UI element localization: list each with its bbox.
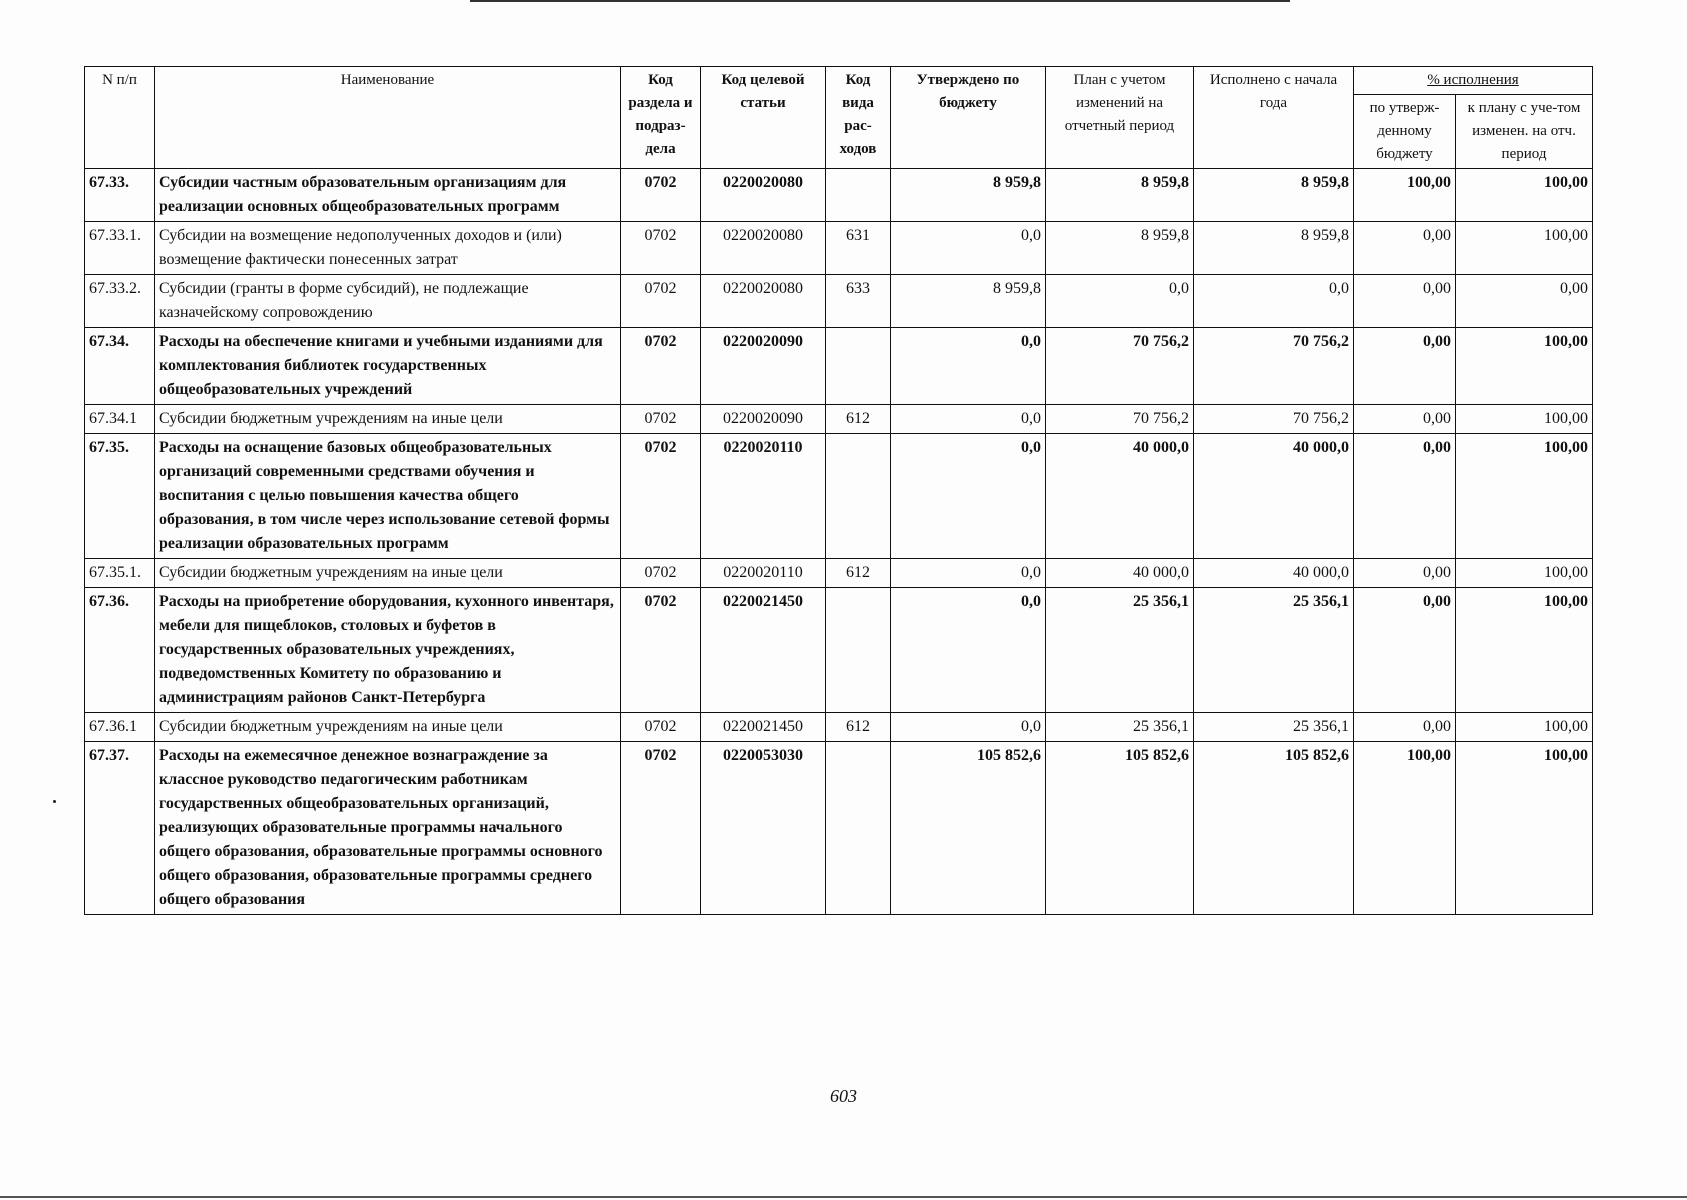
row-plan: 0,0 — [1046, 275, 1194, 328]
row-executed: 40 000,0 — [1194, 559, 1354, 588]
row-pct-plan: 100,00 — [1456, 559, 1593, 588]
col-header-pct-group: % исполнения — [1354, 67, 1593, 95]
row-name: Расходы на обеспечение книгами и учебными изданиями для комплектования библиотек государственных общеобразовательных учреждений — [155, 328, 621, 405]
table-row — [85, 588, 1593, 713]
row-plan: 40 000,0 — [1046, 434, 1194, 559]
header-row — [85, 67, 1593, 95]
row-target-code: 0220020080 — [701, 222, 826, 275]
scan-edge-top — [470, 0, 1290, 2]
row-pct-plan: 100,00 — [1456, 328, 1593, 405]
row-vid-code: 612 — [826, 405, 891, 434]
row-number: 67.33.1. — [85, 222, 155, 275]
row-target-code: 0220020080 — [701, 169, 826, 222]
row-razdel-code: 0702 — [621, 222, 701, 275]
col-header-name: Наименование — [155, 67, 621, 169]
row-plan: 25 356,1 — [1046, 713, 1194, 742]
col-header-target: Код целевой статьи — [701, 67, 826, 169]
row-pct-plan: 100,00 — [1456, 713, 1593, 742]
row-name: Субсидии (гранты в форме субсидий), не подлежащие казначейскому сопровождению — [155, 275, 621, 328]
row-name: Субсидии бюджетным учреждениям на иные цели — [155, 559, 621, 588]
row-plan: 8 959,8 — [1046, 169, 1194, 222]
row-number: 67.34. — [85, 328, 155, 405]
row-razdel-code: 0702 — [621, 434, 701, 559]
row-pct-plan: 100,00 — [1456, 169, 1593, 222]
row-executed: 70 756,2 — [1194, 328, 1354, 405]
row-executed: 25 356,1 — [1194, 588, 1354, 713]
row-executed: 25 356,1 — [1194, 713, 1354, 742]
col-header-approved: Утверждено по бюджету — [891, 67, 1046, 169]
row-approved: 8 959,8 — [891, 275, 1046, 328]
col-header-razdel: Код раздела и подраз-дела — [621, 67, 701, 169]
row-approved: 8 959,8 — [891, 169, 1046, 222]
row-name: Субсидии на возмещение недополученных доходов и (или) возмещение фактически понесенных затрат — [155, 222, 621, 275]
table-row — [85, 559, 1593, 588]
row-name: Расходы на оснащение базовых общеобразовательных организаций современными средствами обучения и воспитания с целью повышения качества общего образования, в том числе через использование сетевой формы реализации образовательных программ — [155, 434, 621, 559]
table-row — [85, 713, 1593, 742]
row-pct-plan: 0,00 — [1456, 275, 1593, 328]
row-vid-code — [826, 434, 891, 559]
row-pct-budget: 0,00 — [1354, 328, 1456, 405]
col-header-num: N п/п — [85, 67, 155, 169]
row-razdel-code: 0702 — [621, 588, 701, 713]
row-target-code: 0220020090 — [701, 405, 826, 434]
row-razdel-code: 0702 — [621, 742, 701, 915]
row-approved: 0,0 — [891, 328, 1046, 405]
scan-edge-bottom — [0, 1196, 1687, 1198]
row-target-code: 0220020080 — [701, 275, 826, 328]
row-target-code: 0220020110 — [701, 434, 826, 559]
col-header-vid: Код вида рас-ходов — [826, 67, 891, 169]
row-pct-budget: 0,00 — [1354, 434, 1456, 559]
row-number: 67.37. — [85, 742, 155, 915]
row-executed: 105 852,6 — [1194, 742, 1354, 915]
row-number: 67.36.1 — [85, 713, 155, 742]
row-vid-code — [826, 328, 891, 405]
row-plan: 70 756,2 — [1046, 405, 1194, 434]
row-vid-code — [826, 742, 891, 915]
row-name: Субсидии бюджетным учреждениям на иные цели — [155, 713, 621, 742]
budget-execution-table — [84, 66, 1593, 915]
table-row — [85, 434, 1593, 559]
row-target-code: 0220053030 — [701, 742, 826, 915]
row-approved: 0,0 — [891, 434, 1046, 559]
table-row — [85, 222, 1593, 275]
row-plan: 40 000,0 — [1046, 559, 1194, 588]
row-razdel-code: 0702 — [621, 169, 701, 222]
row-pct-budget: 100,00 — [1354, 742, 1456, 915]
row-target-code: 0220020090 — [701, 328, 826, 405]
col-header-executed: Исполнено с начала года — [1194, 67, 1354, 169]
page-number: 603 — [830, 1086, 857, 1106]
row-pct-budget: 100,00 — [1354, 169, 1456, 222]
col-header-plan: План с учетом изменений на отчетный период — [1046, 67, 1194, 169]
row-number: 67.35. — [85, 434, 155, 559]
row-executed: 8 959,8 — [1194, 169, 1354, 222]
row-razdel-code: 0702 — [621, 713, 701, 742]
row-approved: 0,0 — [891, 588, 1046, 713]
row-plan: 70 756,2 — [1046, 328, 1194, 405]
row-vid-code — [826, 588, 891, 713]
row-approved: 105 852,6 — [891, 742, 1046, 915]
row-plan: 25 356,1 — [1046, 588, 1194, 713]
row-razdel-code: 0702 — [621, 275, 701, 328]
row-vid-code: 612 — [826, 713, 891, 742]
row-pct-budget: 0,00 — [1354, 275, 1456, 328]
row-vid-code: 612 — [826, 559, 891, 588]
row-target-code: 0220021450 — [701, 713, 826, 742]
row-pct-plan: 100,00 — [1456, 588, 1593, 713]
row-target-code: 0220021450 — [701, 588, 826, 713]
row-approved: 0,0 — [891, 405, 1046, 434]
row-number: 67.33. — [85, 169, 155, 222]
row-pct-budget: 0,00 — [1354, 713, 1456, 742]
table-row — [85, 742, 1593, 915]
col-header-pct-plan: к плану с уче-том изменен. на отч. период — [1456, 95, 1593, 169]
row-vid-code: 633 — [826, 275, 891, 328]
row-pct-budget: 0,00 — [1354, 559, 1456, 588]
scan-speck — [53, 800, 56, 803]
row-razdel-code: 0702 — [621, 559, 701, 588]
row-executed: 8 959,8 — [1194, 222, 1354, 275]
row-razdel-code: 0702 — [621, 328, 701, 405]
row-vid-code — [826, 169, 891, 222]
row-pct-budget: 0,00 — [1354, 588, 1456, 713]
row-razdel-code: 0702 — [621, 405, 701, 434]
row-name: Расходы на приобретение оборудования, кухонного инвентаря, мебели для пищеблоков, столовых и буфетов в государственных образовательных учреждениях, подведомственных Комитету по образованию и администрациям районов Санкт-Петербурга — [155, 588, 621, 713]
row-executed: 40 000,0 — [1194, 434, 1354, 559]
row-number: 67.36. — [85, 588, 155, 713]
row-executed: 0,0 — [1194, 275, 1354, 328]
row-name: Субсидии частным образовательным организациям для реализации основных общеобразовательных программ — [155, 169, 621, 222]
row-pct-plan: 100,00 — [1456, 742, 1593, 915]
table-row — [85, 169, 1593, 222]
row-plan: 8 959,8 — [1046, 222, 1194, 275]
row-pct-plan: 100,00 — [1456, 405, 1593, 434]
row-approved: 0,0 — [891, 713, 1046, 742]
row-name: Субсидии бюджетным учреждениям на иные цели — [155, 405, 621, 434]
row-approved: 0,0 — [891, 559, 1046, 588]
row-number: 67.35.1. — [85, 559, 155, 588]
row-target-code: 0220020110 — [701, 559, 826, 588]
row-number: 67.34.1 — [85, 405, 155, 434]
row-pct-budget: 0,00 — [1354, 405, 1456, 434]
row-pct-plan: 100,00 — [1456, 222, 1593, 275]
row-name: Расходы на ежемесячное денежное вознаграждение за классное руководство педагогическим работникам государственных общеобразовательных организаций, реализующих образовательные программы начального общего образования, образовательные программы основного общего образования, образовательные программы среднего общего образования — [155, 742, 621, 915]
table-body — [85, 169, 1593, 915]
row-vid-code: 631 — [826, 222, 891, 275]
row-pct-budget: 0,00 — [1354, 222, 1456, 275]
col-header-pct-budget: по утверж-денному бюджету — [1354, 95, 1456, 169]
row-approved: 0,0 — [891, 222, 1046, 275]
row-executed: 70 756,2 — [1194, 405, 1354, 434]
row-pct-plan: 100,00 — [1456, 434, 1593, 559]
table-row — [85, 275, 1593, 328]
table-row — [85, 328, 1593, 405]
row-number: 67.33.2. — [85, 275, 155, 328]
row-plan: 105 852,6 — [1046, 742, 1194, 915]
table-row — [85, 405, 1593, 434]
